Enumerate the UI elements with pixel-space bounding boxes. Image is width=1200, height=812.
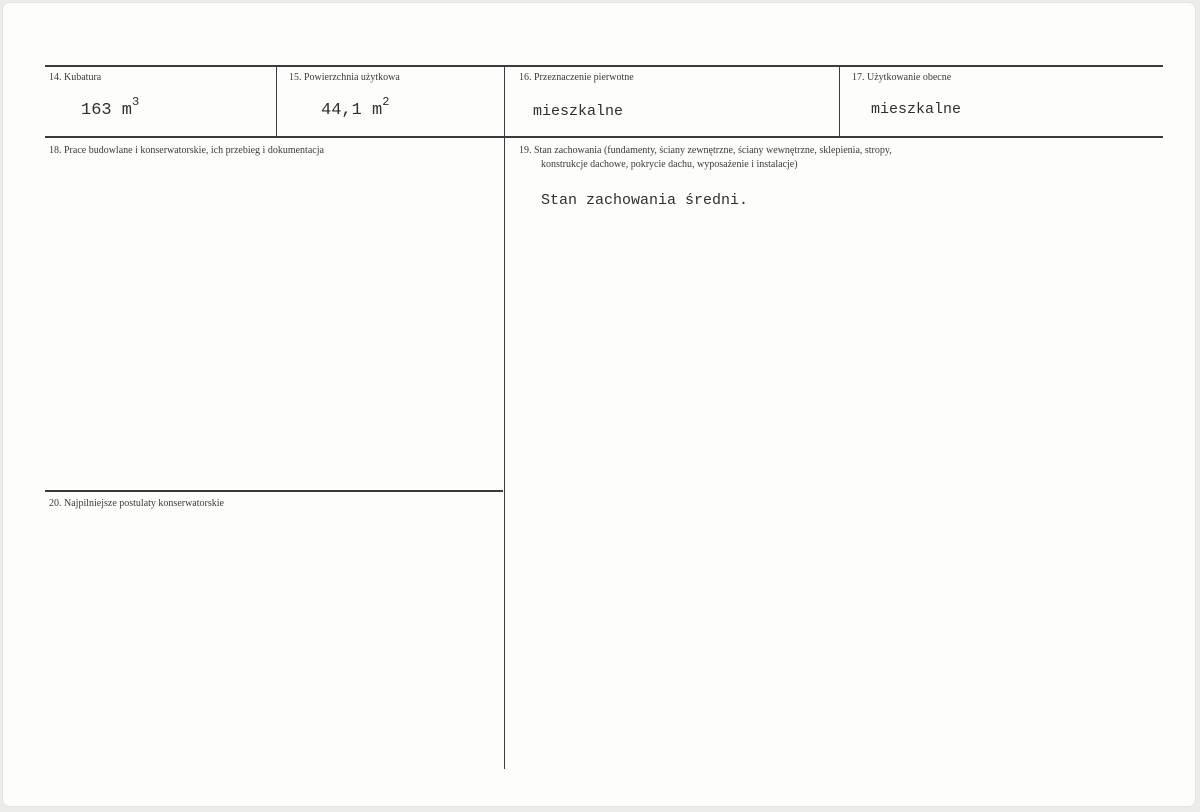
usable-area-value: 44,1 m bbox=[321, 101, 383, 120]
field-20-label: 20. Najpilniejsze postulaty konserwatorskie bbox=[49, 498, 224, 509]
field-18-label: 18. Prace budowlane i konserwatorskie, ich przebieg i dokumentacja bbox=[49, 145, 324, 156]
cubature-value: 163 m bbox=[81, 101, 133, 120]
record-card bbox=[3, 3, 1195, 806]
cubature-unit-exponent: 3 bbox=[132, 95, 140, 109]
condition-value: Stan zachowania średni. bbox=[541, 192, 749, 209]
field-16-label: 16. Przeznaczenie pierwotne bbox=[519, 72, 634, 83]
area-unit-exponent: 2 bbox=[382, 95, 390, 109]
field-14-value bbox=[81, 95, 140, 120]
field-17-label: 17. Użytkowanie obecne bbox=[852, 72, 952, 83]
column-divider-main bbox=[504, 67, 505, 769]
field-19-label-line1: 19. Stan zachowania (fundamenty, ściany zewnętrzne, ściany wewnętrzne, sklepienia, stropy, bbox=[519, 145, 892, 156]
field-15-value bbox=[321, 95, 390, 120]
section-20-divider bbox=[45, 490, 503, 492]
current-use-value: mieszkalne bbox=[871, 101, 962, 118]
top-rule bbox=[45, 65, 1163, 67]
field-15-label: 15. Powierzchnia użytkowa bbox=[289, 72, 400, 83]
field-19-label-line2: konstrukcje dachowe, pokrycie dachu, wyposażenie i instalacje) bbox=[541, 159, 798, 170]
column-divider-14-15 bbox=[276, 67, 277, 137]
original-purpose-value: mieszkalne bbox=[533, 103, 624, 120]
row-divider bbox=[45, 136, 1163, 138]
column-divider-16-17 bbox=[839, 67, 840, 137]
field-14-label: 14. Kubatura bbox=[49, 72, 102, 83]
